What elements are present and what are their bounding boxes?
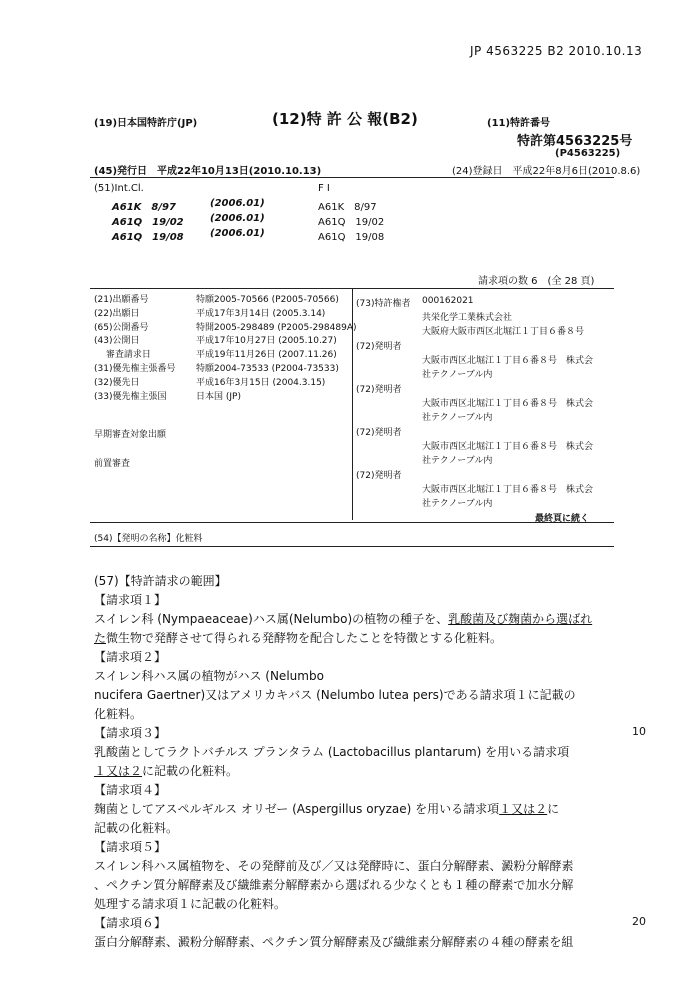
claim-text: 、ペクチン質分解酵素及び繊維素分解酵素から選ばれる少なくとも１種の酵素で加水分解 bbox=[94, 878, 574, 892]
claims-count: 請求項の数 6 (全 28 頁) bbox=[478, 276, 595, 287]
claims-heading: (57)【特許請求の範囲】 bbox=[94, 574, 227, 588]
biblio-value: 平成19年11月26日 (2007.11.26) bbox=[196, 350, 337, 361]
biblio-value: 平成17年3月14日 (2005.3.14) bbox=[196, 308, 326, 319]
pre-exam-note: 前置審査 bbox=[94, 459, 131, 469]
patent-number-label: (11)特許番号 bbox=[487, 118, 551, 129]
claim-text: に記載の化粧料。 bbox=[142, 764, 239, 778]
claim-text: に bbox=[547, 802, 560, 816]
divider bbox=[90, 546, 614, 547]
claim-text: 麹菌としてアスペルギルス オリゼー (Aspergillus oryzae) を用いる請求項 bbox=[94, 802, 500, 816]
patent-number: 特許第4563225号 bbox=[517, 134, 633, 149]
invention-title: (54)【発明の名称】化粧料 bbox=[94, 534, 203, 544]
claim-label: 【請求項３】 bbox=[94, 726, 167, 740]
biblio-value: 特願2005-70566 (P2005-70566) bbox=[196, 295, 339, 305]
biblio-label: (21)出願番号 bbox=[94, 295, 149, 305]
patent-number-paren: (P4563225) bbox=[555, 148, 621, 159]
inventor-address: 社テクノーブル内 bbox=[422, 370, 493, 380]
owner-number: 000162021 bbox=[422, 296, 474, 306]
owner-name: 共栄化学工業株式会社 bbox=[422, 313, 513, 323]
claim-text: nucifera Gaertner)又はアメリカキバス (Nelumbo lutea pers)である請求項１に記載の bbox=[94, 688, 576, 702]
claim-text: スイレン科 (Nympaeaceae)ハス属(Nelumbo)の植物の種子を、 bbox=[94, 612, 449, 626]
line-number: 10 bbox=[632, 725, 646, 738]
registration-date: (24)登録日 平成22年8月6日(2010.8.6) bbox=[452, 166, 641, 177]
biblio-label: (31)優先権主張番号 bbox=[94, 363, 176, 374]
claim-text: スイレン科ハス属植物を、その発酵前及び／又は発酵時に、蛋白分解酵素、澱粉分解酵素 bbox=[94, 859, 574, 873]
inventor-address: 大阪市西区北堀江１丁目６番８号 株式会 bbox=[422, 442, 594, 452]
ipc-code: A61Q 19/02 bbox=[112, 217, 184, 228]
fi-label: F I bbox=[318, 183, 330, 194]
biblio-label: (43)公開日 bbox=[94, 336, 140, 347]
biblio-label: (32)優先日 bbox=[94, 377, 140, 388]
claim-label: 【請求項１】 bbox=[94, 593, 167, 607]
biblio-label: (22)出願日 bbox=[94, 308, 140, 319]
divider bbox=[90, 522, 614, 523]
inventor-address: 社テクノーブル内 bbox=[422, 413, 493, 423]
claim-text-underlined: １又は２ bbox=[94, 764, 143, 778]
claim-text: 微生物で発酵させて得られる発酵物を配合したことを特徴とする化粧料。 bbox=[106, 631, 503, 645]
claim-text: 記載の化粧料。 bbox=[94, 821, 179, 835]
claim-label: 【請求項４】 bbox=[94, 783, 167, 797]
biblio-value: 特願2004-73533 (P2004-73533) bbox=[196, 363, 339, 374]
inventor-label: (72)発明者 bbox=[356, 428, 402, 438]
biblio-label: (33)優先権主張国 bbox=[94, 391, 167, 402]
continued-note: 最終頁に続く bbox=[535, 514, 590, 524]
inventor-label: (72)発明者 bbox=[356, 385, 402, 395]
divider bbox=[90, 177, 614, 178]
owner-address: 大阪府大阪市西区北堀江１丁目６番８号 bbox=[422, 327, 585, 337]
biblio-label: 審査請求日 bbox=[94, 350, 151, 361]
ipc-version: (2006.01) bbox=[210, 213, 265, 224]
claim-text: 処理する請求項１に記載の化粧料。 bbox=[94, 897, 287, 911]
inventor-label: (72)発明者 bbox=[356, 471, 402, 481]
inventor-label: (72)発明者 bbox=[356, 342, 402, 352]
issue-date: (45)発行日 平成22年10月13日(2010.10.13) bbox=[94, 166, 322, 177]
ipc-label: (51)Int.Cl. bbox=[94, 183, 144, 194]
claim-text-underlined: 乳酸菌及び麹菌から選ばれ bbox=[448, 612, 593, 626]
claim-text: 乳酸菌としてラクトバチルス プランタラム (Lactobacillus plantarum) を用いる請求項 bbox=[94, 745, 570, 759]
claim-text: スイレン科ハス属の植物がハス (Nelumbo bbox=[94, 669, 324, 683]
claim-text: 蛋白分解酵素、澱粉分解酵素、ペクチン質分解酵素及び繊維素分解酵素の４種の酵素を組 bbox=[94, 935, 574, 949]
biblio-value: 平成17年10月27日 (2005.10.27) bbox=[196, 336, 337, 347]
inventor-address: 大阪市西区北堀江１丁目６番８号 株式会 bbox=[422, 399, 594, 409]
line-number: 20 bbox=[632, 915, 646, 928]
document-id: JP 4563225 B2 2010.10.13 bbox=[470, 44, 643, 58]
owner-label: (73)特許権者 bbox=[356, 299, 411, 309]
claim-text: 化粧料。 bbox=[94, 707, 143, 721]
biblio-value: 特開2005-298489 (P2005-298489A) bbox=[196, 322, 357, 333]
biblio-value: 日本国 (JP) bbox=[196, 391, 241, 402]
claim-text-underlined: １又は２ bbox=[499, 802, 548, 816]
early-exam-note: 早期審査対象出願 bbox=[94, 430, 167, 440]
biblio-label: (65)公開番号 bbox=[94, 322, 149, 333]
issuing-office: (19)日本国特許庁(JP) bbox=[94, 118, 198, 129]
inventor-address: 社テクノーブル内 bbox=[422, 499, 493, 509]
ipc-code: A61Q 19/08 bbox=[112, 232, 184, 243]
inventor-address: 大阪市西区北堀江１丁目６番８号 株式会 bbox=[422, 485, 594, 495]
claim-text-underlined: た bbox=[94, 631, 107, 645]
claim-label: 【請求項２】 bbox=[94, 650, 167, 664]
fi-code: A61Q 19/08 bbox=[318, 232, 385, 243]
publication-type: (12)特 許 公 報(B2) bbox=[272, 110, 418, 128]
claim-label: 【請求項６】 bbox=[94, 916, 167, 930]
ipc-version: (2006.01) bbox=[210, 228, 265, 239]
inventor-address: 大阪市西区北堀江１丁目６番８号 株式会 bbox=[422, 356, 594, 366]
ipc-version: (2006.01) bbox=[210, 198, 265, 209]
biblio-value: 平成16年3月15日 (2004.3.15) bbox=[196, 377, 326, 388]
inventor-address: 社テクノーブル内 bbox=[422, 456, 493, 466]
claim-label: 【請求項５】 bbox=[94, 840, 167, 854]
fi-code: A61Q 19/02 bbox=[318, 217, 385, 228]
fi-code: A61K 8/97 bbox=[318, 202, 377, 213]
ipc-code: A61K 8/97 bbox=[112, 202, 176, 213]
